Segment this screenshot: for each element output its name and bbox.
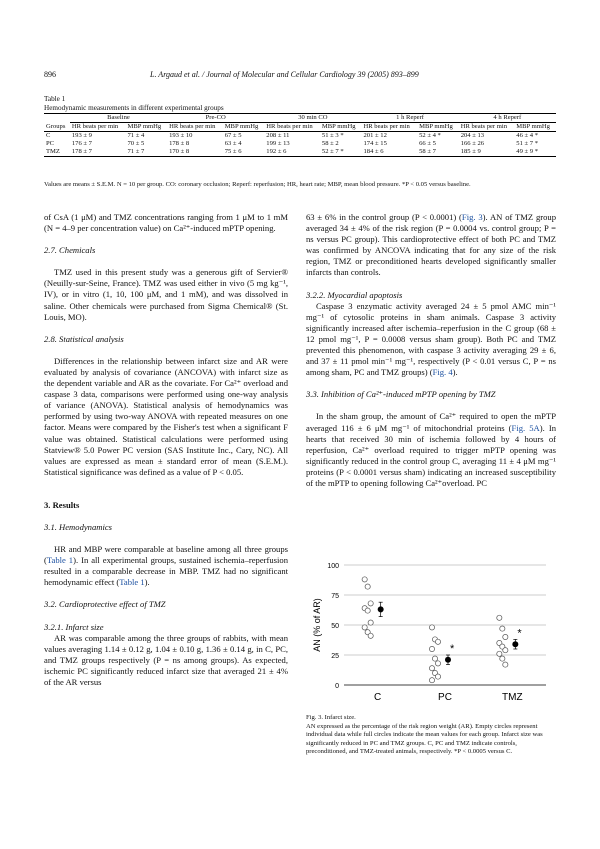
sub-header: HR beats per min — [459, 123, 515, 132]
table-cell: 71 ± 4 — [127, 132, 145, 139]
table-cell: 176 ± 7 — [71, 140, 92, 147]
paragraph — [306, 301, 556, 379]
figure-caption-title: Fig. 3. Infarct size. — [306, 714, 356, 721]
period-header: 30 min CO — [264, 114, 361, 123]
x-tick-label: PC — [438, 692, 452, 703]
period-header: 1 h Reperf — [361, 114, 458, 123]
infarct-size-figure — [306, 555, 556, 720]
sub-header: HR beats per min — [361, 123, 417, 132]
table-cell: 193 ± 9 — [71, 132, 92, 139]
y-axis-label: AN (% of AR) — [312, 598, 322, 652]
table-cell: 66 ± 5 — [419, 140, 436, 147]
table-row — [44, 140, 556, 148]
individual-point — [500, 656, 505, 661]
table-cell: 204 ± 13 — [460, 132, 485, 139]
individual-point — [368, 633, 373, 638]
individual-point — [429, 666, 434, 671]
paragraph: TMZ used in this present study was a generous gift of Servier® (Neuilly-sur-Seine, France). TMZ was used either in vivo (5 mg kg⁻¹, IV), or in vitro (1, 10, 100 μM, and 1 mM), and was dissolved in saline. Other chemicals were purchased from Sigma Chemical® (St. Louis, MO). — [44, 267, 288, 322]
table-cell: 52 ± 4 * — [419, 132, 441, 139]
individual-point — [429, 646, 434, 651]
x-tick-label: C — [374, 692, 382, 703]
section-heading: 2.8. Statistical analysis — [44, 333, 124, 344]
table-cell: 67 ± 5 — [224, 132, 242, 139]
table-cell: 192 ± 6 — [264, 148, 320, 157]
table-cell: 178 ± 7 — [70, 148, 126, 157]
section-heading: 3.2.2. Myocardial apoptosis — [306, 289, 403, 300]
table-label: Table 1 — [44, 95, 66, 103]
text-span: In the sham group, the amount of Ca²⁺ required to open the mPTP averaged 116 ± 6 μM mg⁻¹ of mitochondrial proteins ( — [306, 411, 556, 433]
y-tick-label: 50 — [331, 623, 339, 630]
table-cell: 58 ± 7 — [417, 148, 459, 157]
page-number: 896 — [44, 70, 56, 79]
y-tick-label: 100 — [327, 563, 339, 570]
section-heading: 3.1. Hemodynamics — [44, 521, 113, 532]
table-row — [44, 148, 556, 157]
sub-header: MBP mmHg — [320, 123, 362, 132]
group-cell: TMZ — [44, 148, 70, 157]
significance-mark: * — [450, 643, 455, 655]
table-footnote: Values are means ± S.E.M. N = 10 per group. CO: coronary occlusion; Reperf: reperfusion; HR, heart rate; MBP, mean blood pressure. *P < 0.05 versus baseline. — [44, 181, 471, 188]
group-cell: PC — [46, 140, 55, 147]
table-cell: 70 ± 5 — [127, 140, 145, 147]
table-link[interactable]: Table 1 — [119, 577, 145, 588]
y-tick-label: 25 — [331, 653, 339, 660]
individual-point — [432, 656, 437, 661]
individual-point — [365, 608, 370, 613]
sub-header: MBP mmHg — [514, 123, 556, 132]
table-cell: 193 ± 10 — [169, 132, 193, 139]
table-cell: 63 ± 4 — [224, 140, 242, 147]
mean-point — [445, 657, 451, 663]
table-cell: 208 ± 11 — [266, 132, 290, 139]
sub-header: MBP mmHg — [125, 123, 167, 132]
sub-header: MBP mmHg — [417, 123, 459, 132]
hemodynamics-table — [44, 113, 556, 157]
individual-point — [500, 626, 505, 631]
paragraph: AR was comparable among the three groups of rabbits, with mean values averaging 1.14 ± 0.12 g, 1.04 ± 0.10 g, 1.36 ± 0.14 g, in C, PC, and TMZ groups respectively (P = ns among groups). As expected, ischemic PC significantly reduced infarct size that averaged 21 ± 4% of the AR versus — [44, 632, 288, 687]
text-span: HR and MBP were comparable at baseline among all three groups ( — [44, 544, 288, 566]
figure-caption-body: AN expressed as the percentage of the risk region weight (AR). Empty circles represent individual data while full circles indicate the mean values for each group. Infarct size was significantly reduced in PC and TMZ groups. C, PC and TMZ indicate controls, preconditioned, and TMZ-treated animals, respectively. *P < 0.0005 versus C. — [306, 722, 543, 755]
mean-point — [378, 606, 384, 612]
table-cell: 201 ± 12 — [363, 132, 387, 139]
individual-point — [503, 634, 508, 639]
paragraph — [44, 544, 288, 588]
individual-point — [368, 601, 373, 606]
table-row — [44, 132, 556, 141]
section-heading: 3.3. Inhibition of Ca²⁺-induced mPTP opening by TMZ — [306, 389, 496, 400]
figure-link[interactable]: Fig. 4 — [432, 367, 453, 378]
running-header: L. Argaud et al. / Journal of Molecular and Cellular Cardiology 39 (2005) 893–899 — [150, 70, 419, 79]
individual-point — [368, 620, 373, 625]
period-header: Baseline — [70, 114, 167, 123]
table-header-empty — [44, 114, 70, 123]
individual-point — [435, 661, 440, 666]
individual-point — [435, 674, 440, 679]
period-header: Pre-CO — [167, 114, 264, 123]
individual-point — [497, 615, 502, 620]
infarct-size-chart — [306, 555, 556, 715]
text-span: 63 ± 6% in the control group (P < 0.0001) ( — [306, 212, 462, 222]
section-heading: 2.7. Chemicals — [44, 245, 96, 256]
section-heading: 3.2. Cardioprotective effect of TMZ — [44, 599, 166, 610]
groups-header: Groups — [44, 123, 70, 132]
table-link[interactable]: Table 1 — [46, 555, 74, 566]
y-tick-label: 0 — [335, 683, 339, 690]
sub-header: HR beats per min — [264, 123, 320, 132]
table-cell: 178 ± 8 — [169, 140, 190, 147]
section-heading: 3.2.1. Infarct size — [44, 621, 104, 632]
table-label-block — [44, 95, 224, 113]
table-cell: 174 ± 15 — [363, 140, 387, 147]
paragraph: of CsA (1 μM) and TMZ concentrations ranging from 1 μM to 1 mM (N = 4–9 per concentration value) on Ca²⁺-induced mPTP opening. — [44, 212, 288, 234]
individual-point — [429, 625, 434, 630]
individual-point — [362, 577, 367, 582]
table-cell: 170 ± 8 — [167, 148, 223, 157]
figure-caption — [306, 714, 556, 757]
sub-header: HR beats per min — [167, 123, 223, 132]
individual-point — [497, 651, 502, 656]
significance-mark: * — [517, 627, 522, 640]
text-span: ). — [144, 577, 150, 588]
paragraph — [306, 411, 556, 489]
individual-point — [503, 648, 508, 653]
group-cell: C — [46, 132, 51, 139]
table-cell: 166 ± 26 — [460, 140, 485, 147]
table-cell: 184 ± 6 — [361, 148, 417, 157]
table-cell: 199 ± 13 — [266, 140, 290, 147]
figure-link[interactable]: Fig. 5A — [511, 422, 540, 433]
sub-header: HR beats per min — [70, 123, 126, 132]
text-span: ). AN of TMZ group averaged 34 ± 4% of the risk region (P = 0.0004 vs. control group; P = ns versus PC group). This cardioprotective effect of both PC and TMZ was confirmed by ANCOVA indicating that for any size of the risk region, TMZ or preconditioned hearts developed significantly smaller infarcts than controls. — [306, 212, 556, 278]
sub-header: MBP mmHg — [223, 123, 265, 132]
left-column — [44, 212, 288, 688]
y-tick-label: 75 — [331, 593, 339, 600]
individual-point — [435, 639, 440, 644]
table-cell: 51 ± 3 * — [321, 132, 344, 139]
paragraph: Differences in the relationship between infarct size and AR were evaluated by analysis of covariance (ANCOVA) with infarct size as the dependent variable and AR as the covariate. For Ca²⁺ overload and caspase 3 data, comparisons were performed using one-way analysis of variance (ANOVA). Statistical analysis of hemodynamics was performed by using two-way ANOVA with repeated measures on one factor. Means were compared by the Fisher's test when a significant F value was obtained. Statistical calculations were performed using Statview® 5.0 Power PC version (SAS Institute Inc., Cary, NC). All values are expressed as mean ± standard error of mean (S.E.M.). Statistical significance was defined as a value of P < 0.05. — [44, 355, 288, 477]
table-cell: 52 ± 7 * — [320, 148, 362, 157]
individual-point — [362, 625, 367, 630]
individual-point — [365, 584, 370, 589]
table-cell: 75 ± 6 — [223, 148, 265, 157]
table-caption: Hemodynamic measurements in different experimental groups — [44, 104, 224, 112]
section-heading: 3. Results — [44, 499, 80, 510]
text-span: ). — [452, 367, 458, 378]
right-column — [306, 212, 556, 489]
table-cell: 46 ± 4 * — [516, 132, 539, 139]
table-cell: 185 ± 9 — [459, 148, 515, 157]
mean-point — [512, 641, 518, 647]
table-cell: 71 ± 7 — [125, 148, 167, 157]
table-cell: 49 ± 9 * — [514, 148, 556, 157]
table-cell: 51 ± 7 * — [516, 140, 539, 147]
text-span: ). In all experimental groups, sustained ischemia–reperfusion resulted in a comparable decrease in MBP. TMZ had no significant hemodynamic effect ( — [44, 555, 288, 588]
text-span: ). In hearts that received 30 min of ischemia followed by 4 hours of reperfusion, Ca²⁺ overload required to trigger mPTP opening was significantly reduced in the control group C, averaging 11 ± 4 μM mg⁻¹ proteins (P < 0.0001 versus sham) indicating an increased susceptibility of the mPTP to opening following Ca²⁺overload. PC — [306, 422, 556, 488]
paragraph — [306, 212, 556, 279]
x-tick-label: TMZ — [502, 692, 523, 703]
figure-link[interactable]: Fig. 3 — [461, 212, 483, 222]
text-span: Caspase 3 enzymatic activity averaged 24 ± 5 pmol AMC min⁻¹ mg⁻¹ of cytosolic proteins in sham animals. Caspase 3 activity significantly increased after ischemia–reperfusion in the C group (68 ± 12 pmol mg⁻¹, P = 0.0008 versus sham group). Both PC and TMZ prevented this phenomenon, with caspase 3 activity averaging 29 ± 6, and 37 ± 11 pmol min⁻¹ mg⁻¹, respectively (P < 0.01 versus C, P = ns among sham, PC and TMZ groups) ( — [306, 300, 556, 378]
individual-point — [503, 662, 508, 667]
table-cell: 58 ± 2 — [321, 140, 339, 147]
period-header: 4 h Reperf — [459, 114, 556, 123]
individual-point — [429, 678, 434, 683]
